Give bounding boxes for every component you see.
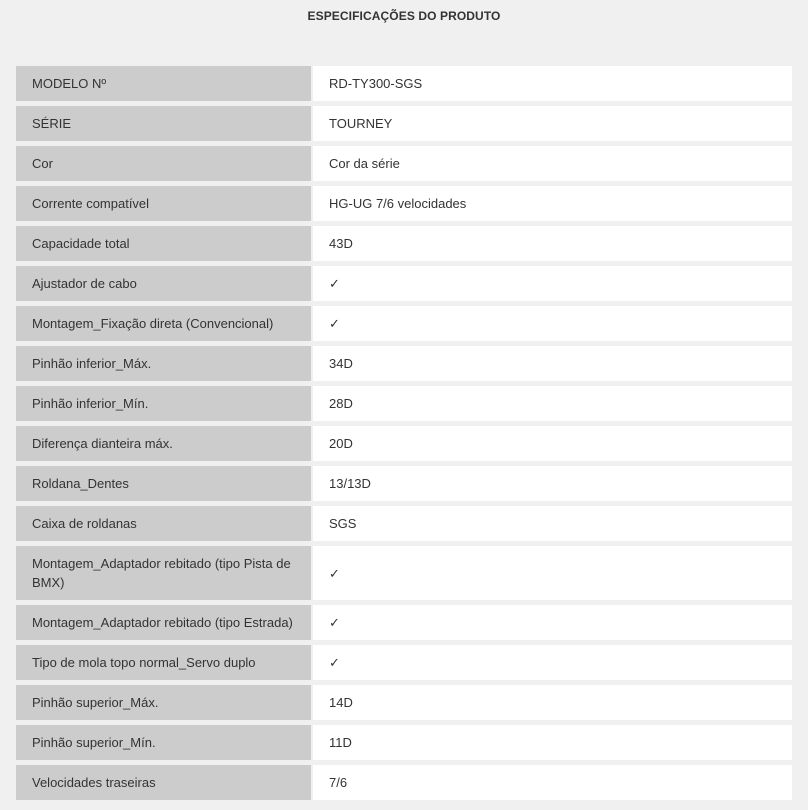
spec-value: ✓ xyxy=(313,645,792,680)
table-row xyxy=(16,605,792,640)
spec-value: ✓ xyxy=(313,605,792,640)
spec-label: Montagem_Adaptador rebitado (tipo Pista de BMX) xyxy=(16,546,311,600)
table-row xyxy=(16,645,792,680)
spec-table xyxy=(14,61,794,805)
table-row xyxy=(16,226,792,261)
spec-label: Montagem_Fixação direta (Convencional) xyxy=(16,306,311,341)
spec-value: 7/6 xyxy=(313,765,792,800)
spec-value: SGS xyxy=(313,506,792,541)
spec-value: 11D xyxy=(313,725,792,760)
spec-value: 13/13D xyxy=(313,466,792,501)
table-row xyxy=(16,186,792,221)
spec-value: 43D xyxy=(313,226,792,261)
spec-value: 34D xyxy=(313,346,792,381)
spec-label: Pinhão inferior_Mín. xyxy=(16,386,311,421)
table-row xyxy=(16,306,792,341)
spec-value: 20D xyxy=(313,426,792,461)
spec-value: ✓ xyxy=(313,306,792,341)
spec-label: Tipo de mola topo normal_Servo duplo xyxy=(16,645,311,680)
spec-value: 14D xyxy=(313,685,792,720)
table-row xyxy=(16,546,792,600)
spec-value: TOURNEY xyxy=(313,106,792,141)
table-row xyxy=(16,506,792,541)
spec-label: SÉRIE xyxy=(16,106,311,141)
spec-label: Velocidades traseiras xyxy=(16,765,311,800)
table-row xyxy=(16,426,792,461)
spec-label: Pinhão superior_Máx. xyxy=(16,685,311,720)
table-row xyxy=(16,466,792,501)
table-row xyxy=(16,386,792,421)
spec-value: HG-UG 7/6 velocidades xyxy=(313,186,792,221)
table-row xyxy=(16,66,792,101)
spec-value: 28D xyxy=(313,386,792,421)
page-title: ESPECIFICAÇÕES DO PRODUTO xyxy=(307,9,501,23)
spec-value: ✓ xyxy=(313,266,792,301)
spec-label: Capacidade total xyxy=(16,226,311,261)
spec-label: Roldana_Dentes xyxy=(16,466,311,501)
table-row xyxy=(16,146,792,181)
table-row xyxy=(16,346,792,381)
spec-label: Montagem_Adaptador rebitado (tipo Estrada) xyxy=(16,605,311,640)
spec-label: MODELO Nº xyxy=(16,66,311,101)
spec-value: ✓ xyxy=(313,546,792,600)
table-row xyxy=(16,106,792,141)
spec-label: Corrente compatível xyxy=(16,186,311,221)
spec-label: Pinhão inferior_Máx. xyxy=(16,346,311,381)
spec-value: RD-TY300-SGS xyxy=(313,66,792,101)
spec-label: Ajustador de cabo xyxy=(16,266,311,301)
spec-label: Cor xyxy=(16,146,311,181)
table-row xyxy=(16,266,792,301)
spec-value: Cor da série xyxy=(313,146,792,181)
spec-label: Pinhão superior_Mín. xyxy=(16,725,311,760)
spec-label: Caixa de roldanas xyxy=(16,506,311,541)
table-row xyxy=(16,765,792,800)
table-row xyxy=(16,685,792,720)
table-row xyxy=(16,725,792,760)
spec-label: Diferença dianteira máx. xyxy=(16,426,311,461)
